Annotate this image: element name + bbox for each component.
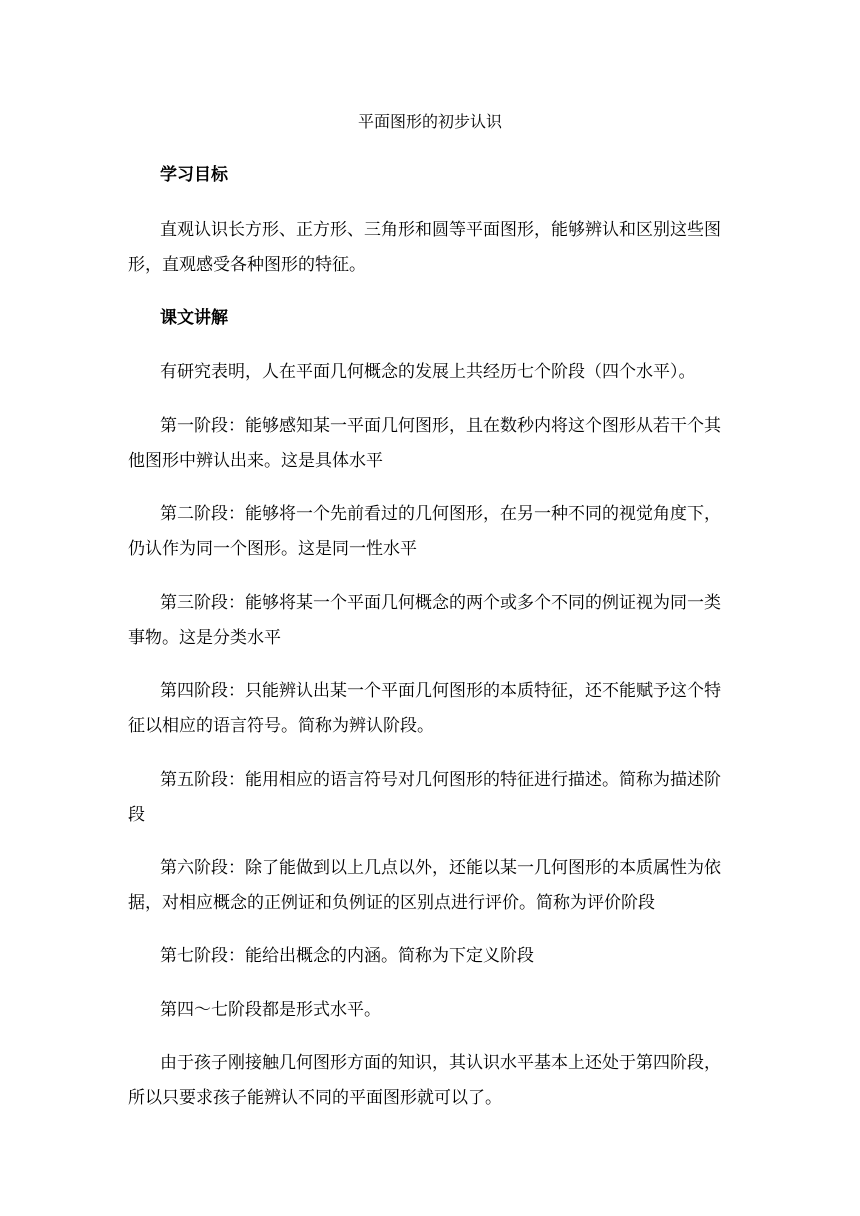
paragraph-line: 所以只要求孩子能辨认不同的平面图形就可以了。 xyxy=(128,1088,502,1108)
paragraph-stage-3 xyxy=(128,586,728,656)
paragraph-line: 直观认识长方形、正方形、三角形和圆等平面图形，能够辨认和区别这些图 xyxy=(160,220,721,240)
paragraph-line: 段 xyxy=(128,805,145,825)
paragraph-line: 仍认作为同一个图形。这是同一性水平 xyxy=(128,539,417,559)
paragraph-line: 第六阶段：除了能做到以上几点以外，还能以某一几何图形的本质属性为依 xyxy=(160,858,721,878)
paragraph-learning-goals xyxy=(128,213,728,283)
paragraph-stage-5 xyxy=(128,763,728,833)
paragraph-line: 形，直观感受各种图形的特征。 xyxy=(128,255,366,275)
paragraph-stage-2 xyxy=(128,497,728,567)
paragraph-stage-6 xyxy=(128,851,728,921)
paragraph-line: 第一阶段：能够感知某一平面几何图形，且在数秒内将这个图形从若干个其 xyxy=(160,416,721,436)
paragraph-conclusion xyxy=(128,1046,728,1116)
paragraph-line: 由于孩子刚接触几何图形方面的知识，其认识水平基本上还处于第四阶段， xyxy=(160,1053,721,1073)
page-title: 平面图形的初步认识 xyxy=(357,112,502,131)
paragraph-formal-level xyxy=(128,993,728,1028)
paragraph-line: 第四阶段：只能辨认出某一个平面几何图形的本质特征，还不能赋予这个特 xyxy=(160,681,721,701)
paragraph-line: 征以相应的语言符号。简称为辨认阶段。 xyxy=(128,716,434,736)
paragraph-line: 据，对相应概念的正例证和负例证的区别点进行评价。简称为评价阶段 xyxy=(128,893,655,913)
paragraph-line: 第五阶段：能用相应的语言符号对几何图形的特征进行描述。简称为描述阶 xyxy=(160,770,721,790)
paragraph-stage-7 xyxy=(128,939,728,974)
paragraph-line: 有研究表明，人在平面几何概念的发展上共经历七个阶段（四个水平）。 xyxy=(160,362,696,382)
paragraph-stage-1 xyxy=(128,409,728,479)
paragraph-stage-4 xyxy=(128,674,728,744)
paragraph-line: 第三阶段：能够将某一个平面几何概念的两个或多个不同的例证视为同一类 xyxy=(160,593,721,613)
paragraph-line: 第七阶段：能给出概念的内涵。简称为下定义阶段 xyxy=(160,946,534,966)
section-heading-learning-goals: 学习目标 xyxy=(160,165,228,185)
paragraph-intro xyxy=(128,355,728,390)
section-heading-lesson-explanation: 课文讲解 xyxy=(160,308,228,328)
paragraph-line: 事物。这是分类水平 xyxy=(128,628,281,648)
paragraph-line: 他图形中辨认出来。这是具体水平 xyxy=(128,451,383,471)
paragraph-line: 第二阶段：能够将一个先前看过的几何图形，在另一种不同的视觉角度下， xyxy=(160,504,721,524)
paragraph-line: 第四～七阶段都是形式水平。 xyxy=(160,1000,381,1020)
